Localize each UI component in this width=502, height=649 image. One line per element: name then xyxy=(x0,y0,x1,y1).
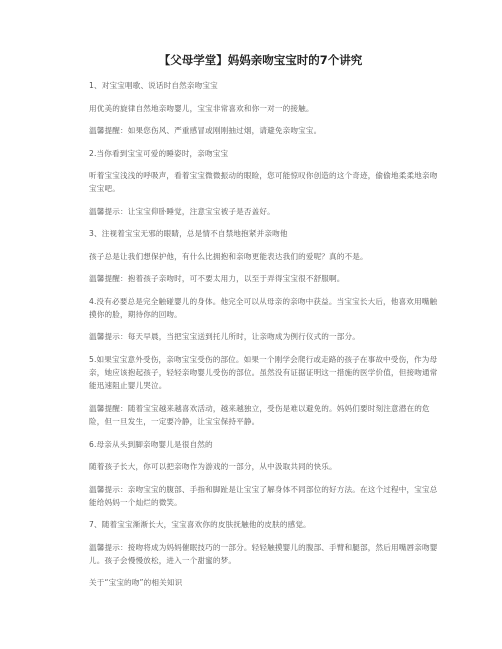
paragraph-18: 温馨提示：接吻将成为妈妈催眠技巧的一部分。轻轻触摸婴儿的腹部、手臂和腿部，然后用嘴唇亲吻婴儿。孩子会慢慢放松，进入一个甜蜜的梦。 xyxy=(89,542,438,565)
paragraph-5: 听着宝宝浅浅的呼吸声，看着宝宝微微振动的眼睑，您可能惊叹你创造的这个奇迹，偷偷地柔柔地亲吻宝宝吧。 xyxy=(89,171,438,194)
paragraph-1: 1、对宝宝唱歌、说话时自然亲吻宝宝 xyxy=(89,81,218,90)
paragraph-8: 孩子总是让我们想保护他，有什么比拥抱和亲吻更能表达我们的爱呢？真的不是。 xyxy=(89,251,368,261)
paragraph-19: 关于“宝宝的吻”的相关知识 xyxy=(89,578,183,588)
paragraph-14: 6.母亲从头到脚亲吻婴儿是很自然的 xyxy=(89,439,213,449)
paragraph-10: 4.没有必要总是完全触碰婴儿的身体。他完全可以从母亲的亲吻中获益。当宝宝长大后，他喜欢用嘴触摸你的脸，期待你的回吻。 xyxy=(89,296,438,319)
document-title: 【父母学堂】妈妈亲吻宝宝时的7个讲究 xyxy=(158,53,363,67)
paragraph-11: 温馨提示：每天早晨，当把宝宝送到托儿所时，让亲吻成为例行仪式的一部分。 xyxy=(89,332,361,342)
paragraph-3: 温馨提醒：如果您伤风、严重感冒或刚刚抽过烟，请避免亲吻宝宝。 xyxy=(89,126,322,135)
paragraph-16: 温馨提示：亲吻宝宝的腹部、手指和脚趾是让宝宝了解身体不同部位的好方法。在这个过程中，宝宝总能给妈妈一个灿烂的微笑。 xyxy=(89,484,438,507)
paragraph-9: 温馨提醒：抱着孩子亲吻时，可不要太用力，以至于弄得宝宝很不舒服啊。 xyxy=(89,274,345,284)
paragraph-2: 用优美的旋律自然地亲吻婴儿，宝宝非常喜欢和你一对一的接触。 xyxy=(89,103,314,113)
paragraph-4: 2.当你看到宝宝可爱的睡姿时，亲吻宝宝 xyxy=(89,148,229,158)
paragraph-12: 5.如果宝宝意外受伤，亲吻宝宝受伤的部位。如果一个刚学会爬行或走路的孩子在事故中受伤，作为母亲，她应该抱起孩子，轻轻亲吻婴儿受伤的部位。虽然没有证据证明这一措施的医学价值，但接吻通常能迅速阻止婴儿哭泣。 xyxy=(89,354,438,391)
paragraph-6: 温馨提示：让宝宝仰卧睡觉，注意宝宝被子是否盖好。 xyxy=(89,206,275,216)
paragraph-15: 随着孩子长大，你可以把亲吻作为游戏的一部分，从中汲取共同的快乐。 xyxy=(89,462,337,472)
paragraph-7: 3、注视着宝宝无邪的眼睛，总是情不自禁地抱紧并亲吻他 xyxy=(89,229,288,239)
paragraph-13: 温馨提醒：随着宝宝越来越喜欢活动，越来越独立，受伤是难以避免的。妈妈们要时刻注意潜在的危险，但一旦发生，一定要冷静，让宝宝保持平静。 xyxy=(89,403,430,427)
paragraph-17: 7、随着宝宝渐渐长大，宝宝喜欢你的皮肤抚触他的皮肤的感觉。 xyxy=(89,520,311,530)
